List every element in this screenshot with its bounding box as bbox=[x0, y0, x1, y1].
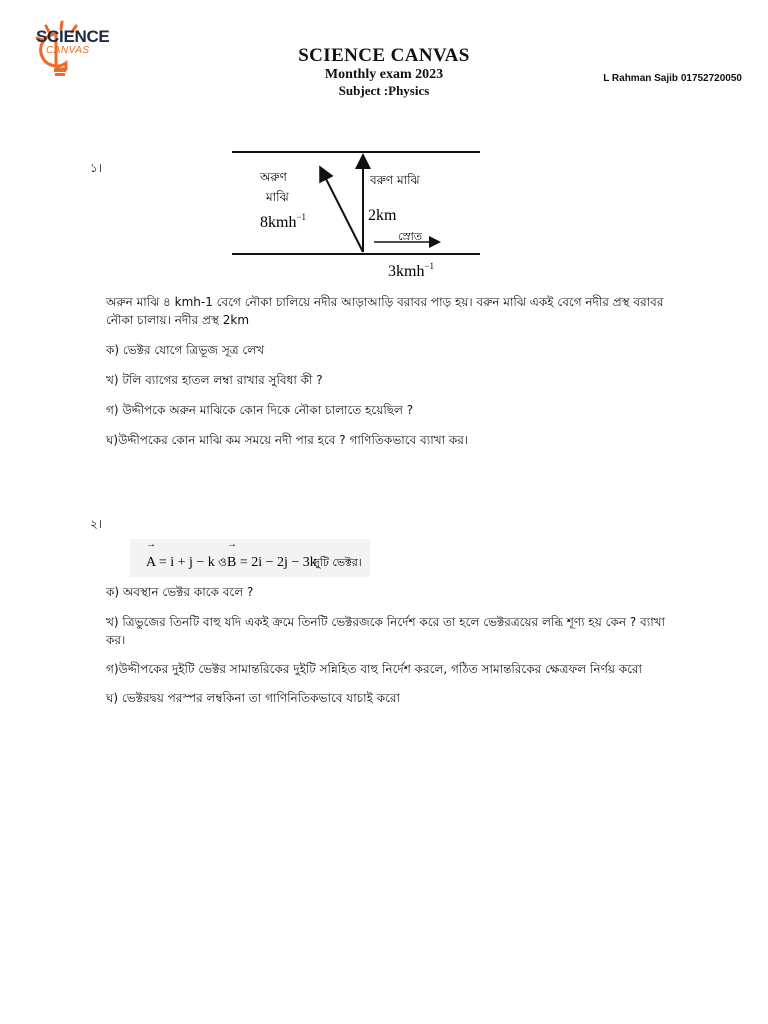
q2-part-b-line-2: কর। bbox=[106, 633, 126, 647]
q1-part-d: ঘ)উদ্দীপকের কোন মাঝি কম সময়ে নদী পার হবে ? গাণিতিকভাবে ব্যাখা কর। bbox=[106, 433, 469, 447]
vector-arrow-b: → bbox=[227, 539, 237, 550]
majhi-label: মাঝি bbox=[266, 190, 289, 204]
distance-label: 2km bbox=[368, 207, 397, 224]
current-speed: 3kmh$^{-1}$ bbox=[388, 261, 435, 280]
q1-stem-line-2: নৌকা চালায়। নদীর প্রস্থ 2km bbox=[106, 313, 250, 327]
vector-caption: দুটি ভেক্টর। bbox=[314, 556, 362, 569]
question-2-number: ২। bbox=[90, 517, 103, 531]
logo-word-canvas: CANVAS bbox=[46, 45, 90, 56]
conjunction: ও bbox=[218, 555, 227, 569]
barun-label: বরুণ মাঝি bbox=[370, 173, 420, 187]
q2-part-d: ঘ) ভেক্টরদ্বয় পরস্পর লম্বকিনা তা গাণিনিতিকভাবে যাচাই করো bbox=[106, 691, 400, 705]
q1-stem-line-1: অরুন মাঝি ৪ kmh-1 বেগে নৌকা চালিয়ে নদীর আড়াআড়ি বরাবর পাড় হয়। বরুন মাঝি একই বেগে নদীর প্রস্থ বরাবর bbox=[106, 295, 664, 309]
q1-part-b: খ) টলি ব্যাগের হাতল লম্বা রাখার সুবিধা কী ? bbox=[106, 373, 323, 387]
arun-speed: 8kmh$^{-1}$ bbox=[260, 212, 307, 231]
subject-name: Subject :Physics bbox=[338, 83, 430, 98]
q2-part-a: ক) অবস্থান ভেক্টর কাকে বলে ? bbox=[106, 585, 254, 599]
vector-b-expression: B = 2i − 2j − 3k bbox=[227, 555, 317, 570]
logo-word-science: SCIENCE bbox=[36, 27, 110, 46]
arun-label: অরুণ bbox=[260, 170, 287, 184]
q2-part-c: গ)উদ্দীপকের দুইটি ভেক্টর সামান্তরিকের দুইটি সন্নিহিত বাহু নির্দেশ করলে, গঠিত সামান্তরিকের ক্ষেত্রফল নির্ণয় করো bbox=[106, 662, 643, 676]
river-boat-diagram bbox=[226, 143, 482, 283]
question-1-number: ১। bbox=[90, 161, 103, 175]
exam-name: Monthly exam 2023 bbox=[324, 67, 444, 82]
q1-part-c: গ) উদ্দীপকে অরুন মাঝিকে কোন দিকে নৌকা চালাতে হয়েছিল ? bbox=[106, 403, 414, 417]
page-title: SCIENCE CANVAS bbox=[298, 45, 470, 66]
current-label: স্রোত bbox=[398, 230, 423, 243]
arun-path-arrow bbox=[321, 169, 363, 252]
vector-equation-image bbox=[130, 539, 370, 577]
q1-part-a: ক) ভেক্টর যোগে ত্রিভূজ সূত্র লেখ bbox=[106, 343, 265, 357]
author-contact: L Rahman Sajib 01752720050 bbox=[603, 73, 742, 84]
vector-arrow-a: → bbox=[146, 539, 156, 550]
q2-part-b-line-1: খ) ত্রিভুজের তিনটি বাহু যদি একই ক্রমে তিনটি ভেক্টরজকে নির্দেশ করে তা হলে ভেক্টরত্রয়ের লব্ধি শূণ্য হয় কেন ? ব্যাখা bbox=[106, 615, 666, 629]
vector-a-expression: A = i + j − k bbox=[146, 555, 215, 570]
